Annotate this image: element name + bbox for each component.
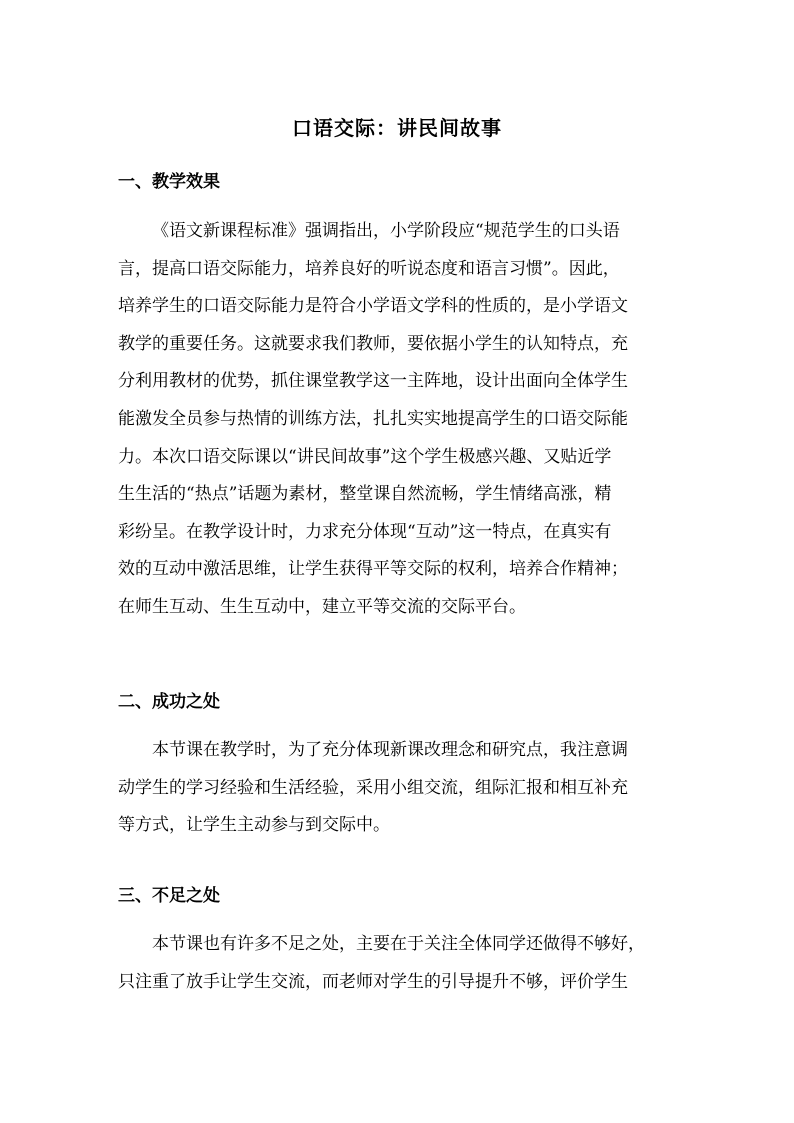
section-heading-teaching-effect: 一、教学效果 xyxy=(118,172,220,192)
paragraph-line: 生生活的“热点”话题为素材，整堂课自然流畅，学生情绪高涨，精 xyxy=(118,484,612,505)
paragraph-line: 力。本次口语交际课以“讲民间故事”这个学生极感兴趣、又贴近学 xyxy=(118,446,612,467)
paragraph-line: 培养学生的口语交际能力是符合小学语文学科的性质的，是小学语文 xyxy=(118,296,628,317)
paragraph-line: 在师生互动、生生互动中，建立平等交流的交际平台。 xyxy=(118,596,526,617)
section-body-teaching-effect xyxy=(118,213,684,627)
section-body-shortcomings xyxy=(118,926,684,1001)
section-heading-successes: 二、成功之处 xyxy=(118,692,220,712)
paragraph-line: 彩纷呈。在教学设计时，力求充分体现“互动”这一特点，在真实有 xyxy=(118,521,612,542)
paragraph-line: 分利用教材的优势，抓住课堂教学这一主阵地，设计出面向全体学生 xyxy=(118,371,628,392)
document-title: 口语交际：讲民间故事 xyxy=(292,116,502,140)
paragraph-line: 教学的重要任务。这就要求我们教师，要依据小学生的认知特点，充 xyxy=(118,333,628,354)
paragraph-line: 本节课也有许多不足之处，主要在于关注全体同学还做得不够好， xyxy=(152,934,645,954)
paragraph-line: 《语文新课程标准》强调指出，小学阶段应“规范学生的口头语 xyxy=(152,221,620,241)
paragraph-line: 能激发全员参与热情的训练方法，扎扎实实地提高学生的口语交际能 xyxy=(118,408,628,429)
paragraph-line: 言，提高口语交际能力，培养良好的听说态度和语言习惯”。因此， xyxy=(118,258,620,279)
paragraph-line: 动学生的学习经验和生活经验，采用小组交流，组际汇报和相互补充 xyxy=(118,777,628,798)
section-heading-shortcomings: 三、不足之处 xyxy=(118,886,220,906)
paragraph-line: 本节课在教学时，为了充分体现新课改理念和研究点，我注意调 xyxy=(152,740,628,760)
paragraph-line: 只注重了放手让学生交流，而老师对学生的引导提升不够，评价学生 xyxy=(118,971,628,992)
paragraph-line: 等方式，让学生主动参与到交际中。 xyxy=(118,815,390,836)
section-body-successes xyxy=(118,732,684,845)
paragraph-line: 效的互动中激活思维，让学生获得平等交际的权利，培养合作精神； xyxy=(118,559,628,580)
